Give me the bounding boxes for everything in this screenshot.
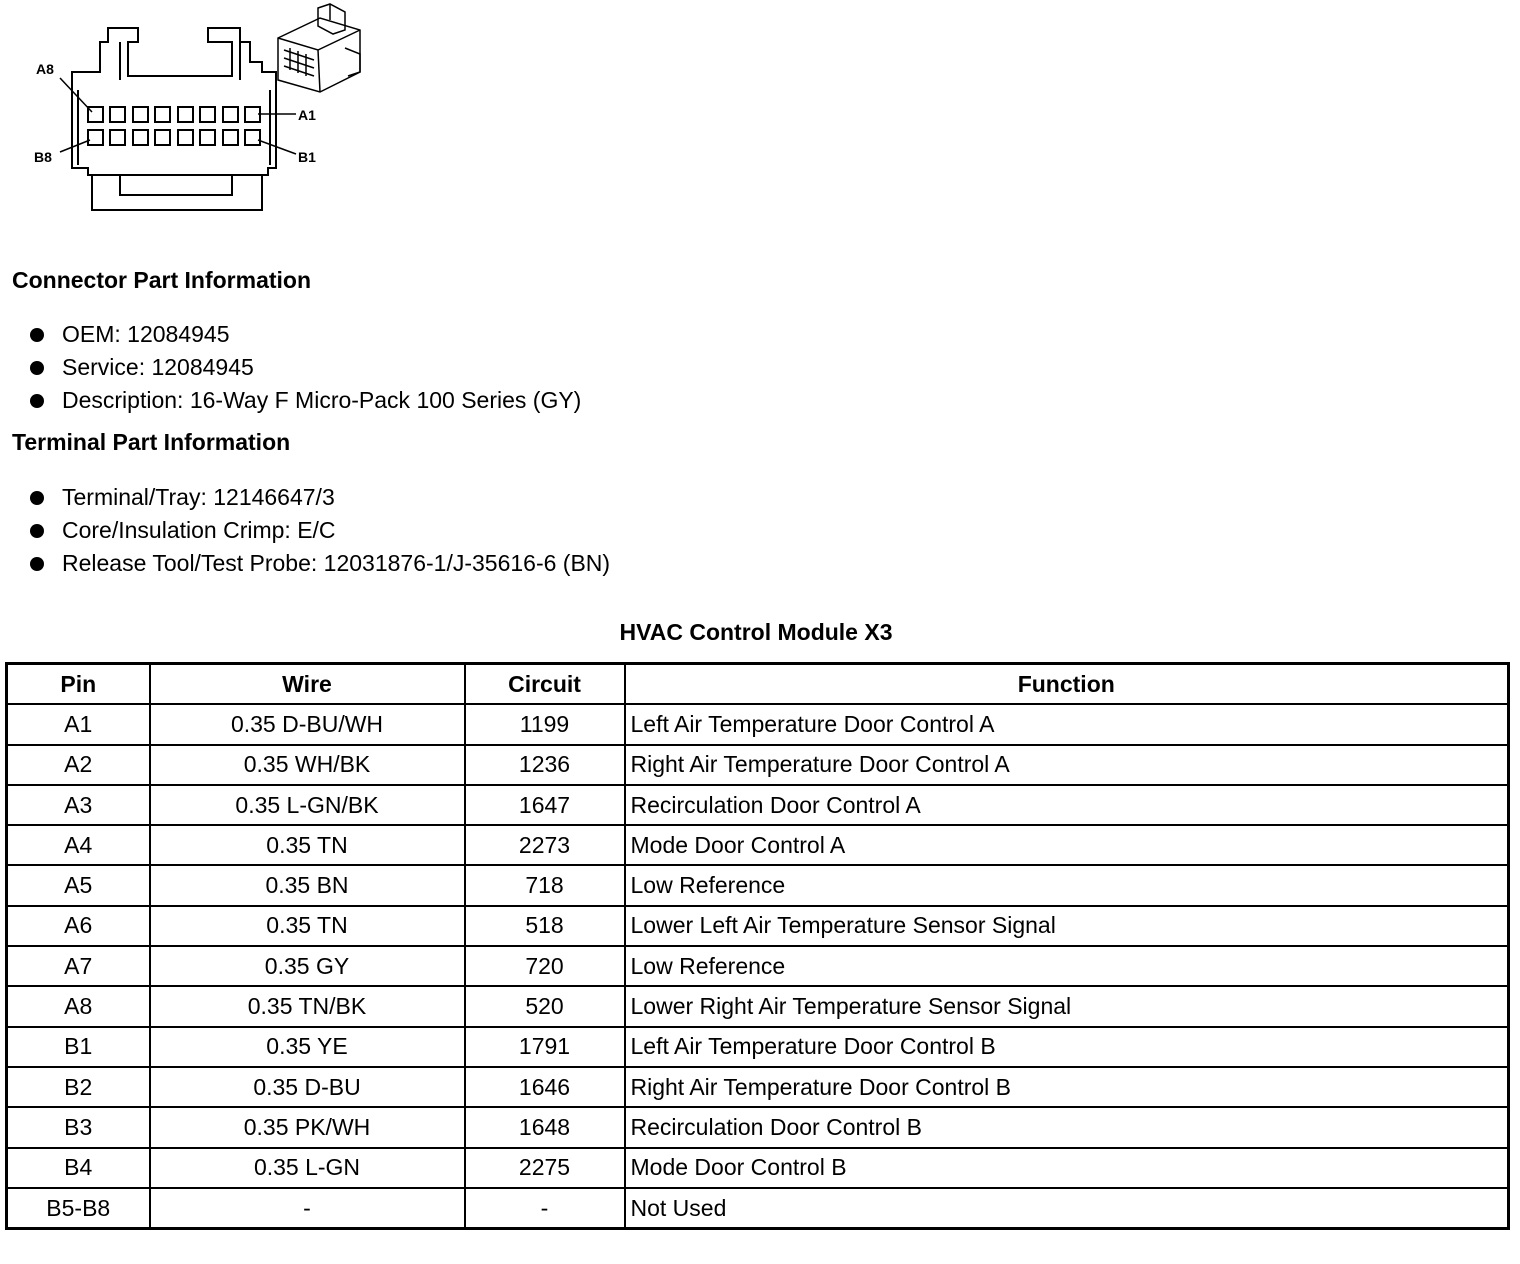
connector-diagram <box>0 0 380 230</box>
circuit-cell: 1199 <box>465 704 625 744</box>
header-function: Function <box>625 664 1509 705</box>
wire-cell: 0.35 TN <box>150 906 465 946</box>
pin-cavities <box>88 107 260 145</box>
circuit-cell: 2273 <box>465 825 625 865</box>
release-tool-text: Release Tool/Test Probe: 12031876-1/J-35616-6 (BN) <box>62 550 611 576</box>
pin-cell: B1 <box>7 1027 150 1067</box>
wire-cell: 0.35 PK/WH <box>150 1107 465 1147</box>
pin-cell: B5-B8 <box>7 1188 150 1229</box>
wire-cell: 0.35 TN/BK <box>150 986 465 1026</box>
header-pin: Pin <box>7 664 150 705</box>
label-b8: B8 <box>34 149 52 165</box>
table-row <box>7 1188 1509 1229</box>
circuit-cell: - <box>465 1188 625 1229</box>
bullet-icon <box>30 524 44 538</box>
pin-cell: A8 <box>7 986 150 1026</box>
function-cell: Mode Door Control A <box>625 825 1509 865</box>
function-cell: Lower Left Air Temperature Sensor Signal <box>625 906 1509 946</box>
pin-cell: A6 <box>7 906 150 946</box>
table-row <box>7 1067 1509 1107</box>
circuit-cell: 1236 <box>465 745 625 785</box>
pin-cell: B4 <box>7 1148 150 1188</box>
pin-cell: A4 <box>7 825 150 865</box>
wire-cell: 0.35 TN <box>150 825 465 865</box>
list-item <box>30 384 581 417</box>
function-cell: Right Air Temperature Door Control B <box>625 1067 1509 1107</box>
circuit-cell: 1647 <box>465 785 625 825</box>
terminal-tray-text: Terminal/Tray: 12146647/3 <box>62 484 335 510</box>
circuit-cell: 520 <box>465 986 625 1026</box>
connector-info-list <box>30 318 581 417</box>
bullet-icon <box>30 361 44 375</box>
label-a1: A1 <box>298 107 316 123</box>
function-cell: Low Reference <box>625 865 1509 905</box>
circuit-cell: 720 <box>465 946 625 986</box>
service-text: Service: 12084945 <box>62 354 254 380</box>
pin-cell: B3 <box>7 1107 150 1147</box>
table-row <box>7 785 1509 825</box>
header-wire: Wire <box>150 664 465 705</box>
label-a8: A8 <box>36 61 54 77</box>
list-item <box>30 481 610 514</box>
wire-cell: 0.35 BN <box>150 865 465 905</box>
function-cell: Not Used <box>625 1188 1509 1229</box>
table-row <box>7 1148 1509 1188</box>
label-b1: B1 <box>298 149 316 165</box>
function-cell: Low Reference <box>625 946 1509 986</box>
wire-cell: 0.35 D-BU <box>150 1067 465 1107</box>
list-item <box>30 318 581 351</box>
pin-cell: A5 <box>7 865 150 905</box>
table-row <box>7 1107 1509 1147</box>
table-row <box>7 906 1509 946</box>
list-item <box>30 547 610 580</box>
table-title: HVAC Control Module X3 <box>619 619 893 645</box>
table-header-row <box>7 664 1509 705</box>
connector-3d-view <box>278 4 360 92</box>
function-cell: Recirculation Door Control B <box>625 1107 1509 1147</box>
circuit-cell: 1646 <box>465 1067 625 1107</box>
function-cell: Mode Door Control B <box>625 1148 1509 1188</box>
wire-cell: 0.35 WH/BK <box>150 745 465 785</box>
wire-cell: 0.35 L-GN <box>150 1148 465 1188</box>
bullet-icon <box>30 394 44 408</box>
pin-cell: A7 <box>7 946 150 986</box>
wire-cell: 0.35 L-GN/BK <box>150 785 465 825</box>
crimp-text: Core/Insulation Crimp: E/C <box>62 517 336 543</box>
circuit-cell: 2275 <box>465 1148 625 1188</box>
table-row <box>7 745 1509 785</box>
pin-cell: A2 <box>7 745 150 785</box>
connector-info-heading: Connector Part Information <box>12 267 312 293</box>
wire-cell: 0.35 GY <box>150 946 465 986</box>
circuit-cell: 1791 <box>465 1027 625 1067</box>
table-row <box>7 704 1509 744</box>
bullet-icon <box>30 491 44 505</box>
table-row <box>7 865 1509 905</box>
wire-cell: - <box>150 1188 465 1229</box>
terminal-info-list <box>30 481 610 580</box>
table-row <box>7 1027 1509 1067</box>
bullet-icon <box>30 557 44 571</box>
table-row <box>7 986 1509 1026</box>
pin-cell: B2 <box>7 1067 150 1107</box>
bullet-icon <box>30 328 44 342</box>
pin-cell: A3 <box>7 785 150 825</box>
oem-text: OEM: 12084945 <box>62 321 230 347</box>
function-cell: Left Air Temperature Door Control A <box>625 704 1509 744</box>
circuit-cell: 718 <box>465 865 625 905</box>
pinout-table <box>5 662 1510 1230</box>
wire-cell: 0.35 YE <box>150 1027 465 1067</box>
function-cell: Lower Right Air Temperature Sensor Signal <box>625 986 1509 1026</box>
table-row <box>7 946 1509 986</box>
pin-cell: A1 <box>7 704 150 744</box>
list-item <box>30 514 610 547</box>
wire-cell: 0.35 D-BU/WH <box>150 704 465 744</box>
function-cell: Right Air Temperature Door Control A <box>625 745 1509 785</box>
header-circuit: Circuit <box>465 664 625 705</box>
function-cell: Left Air Temperature Door Control B <box>625 1027 1509 1067</box>
list-item <box>30 351 581 384</box>
function-cell: Recirculation Door Control A <box>625 785 1509 825</box>
circuit-cell: 518 <box>465 906 625 946</box>
circuit-cell: 1648 <box>465 1107 625 1147</box>
table-row <box>7 825 1509 865</box>
terminal-info-heading: Terminal Part Information <box>12 429 291 455</box>
description-text: Description: 16-Way F Micro-Pack 100 Series (GY) <box>62 387 582 413</box>
